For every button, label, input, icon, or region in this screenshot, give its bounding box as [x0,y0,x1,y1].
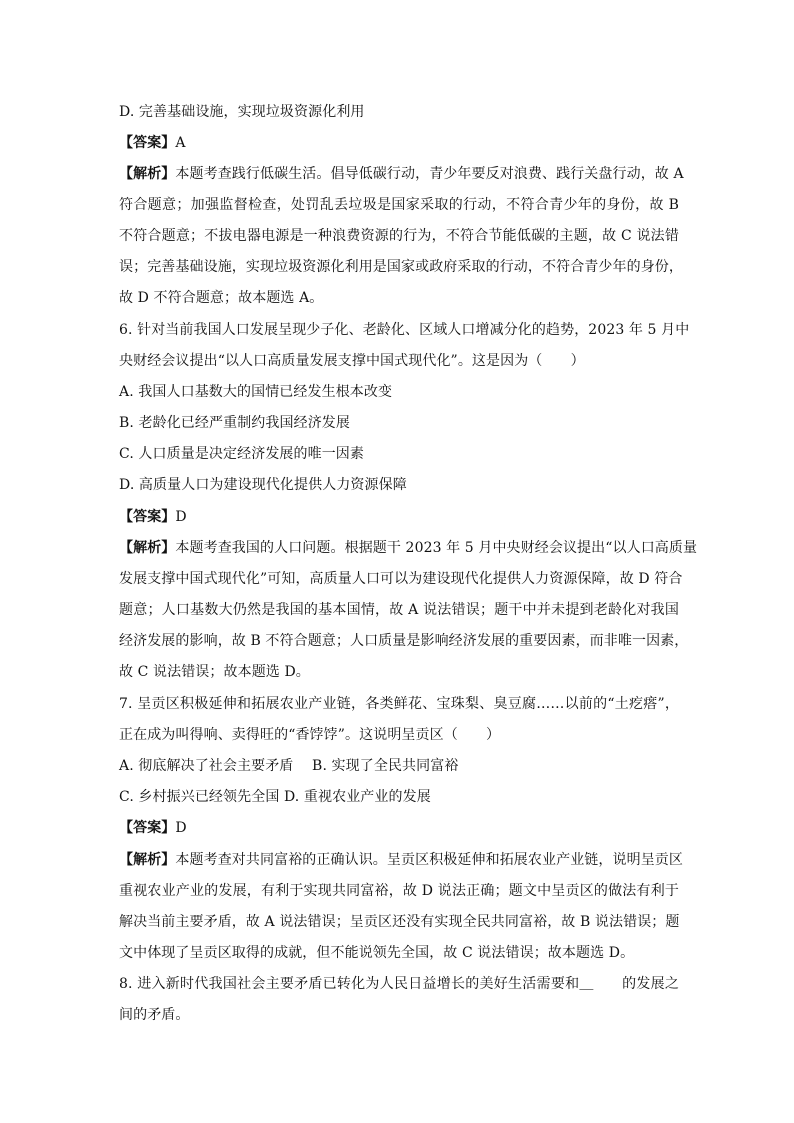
q6-analysis-line: 发展支撑中国式现代化”可知，高质量人口可以为建设现代化提供人力资源保障，故 D 符合 [119,571,683,587]
q6-analysis-line: 【解析】本题考查我国的人口问题。根据题干 2023 年 5 月中央财经会议提出“以人口高质量 [119,540,698,556]
q6-option-a: A. 我国人口基数大的国情已经发生根本改变 [119,384,393,400]
q6-analysis-line: 故 C 说法错误；故本题选 D。 [119,664,310,680]
q5-analysis-line: 【解析】本题考查践行低碳生活。倡导低碳行动，青少年要反对浪费、践行关盘行动，故 A [119,166,684,182]
answer-value: D [175,509,187,525]
q6-stem-line: 央财经会议提出“以人口高质量发展支撑中国式现代化”。这是因为（ ） [119,353,585,369]
q7-stem-line: 正在成为叫得响、卖得旺的“香饽饽”。这说明呈贡区（ ） [119,727,501,743]
q6-option-b: B. 老龄化已经严重制约我国经济发展 [119,415,350,431]
q5-analysis-line: 故 D 不符合题意；故本题选 A。 [119,290,324,306]
q7-options-line: C. 乡村振兴已经领先全国 D. 重视农业产业的发展 [119,789,431,805]
q7-analysis-line: 文中体现了呈贡区取得的成就，但不能说领先全国，故 C 说法错误；故本题选 D。 [119,945,635,961]
answer-value: A [175,135,186,151]
analysis-label: 【解析】 [119,852,176,868]
q7-answer [119,818,679,838]
answer-label: 【答案】 [119,820,176,836]
answer-label: 【答案】 [119,509,176,525]
q8-stem-line: 间的矛盾。 [119,1007,190,1023]
answer-label: 【答案】 [119,135,176,151]
q6-analysis-line: 题意；人口基数大仍然是我国的基本国情，故 A 说法错误；题干中并未提到老龄化对我国 [119,602,679,618]
q5-answer [119,133,679,153]
q7-analysis-line: 解决当前主要矛盾，故 A 说法错误；呈贡区还没有实现全民共同富裕，故 B 说法错误；题 [119,914,680,930]
q6-analysis-line: 经济发展的影响，故 B 不符合题意；人口质量是影响经济发展的重要因素，而非唯一因素， [119,633,689,649]
q6-option-c: C. 人口质量是决定经济发展的唯一因素 [119,446,365,462]
q7-stem-line: 7. 呈贡区积极延伸和拓展农业产业链，各类鲜花、宝珠梨、臭豆腐……以前的“土疙瘩”， [119,696,679,712]
analysis-label: 【解析】 [119,540,176,556]
q5-analysis-line: 符合题意；加强监督检查，处罚乱丢垃圾是国家采取的行动，不符合青少年的身份，故 B [119,197,679,213]
q8-stem-line: 8. 进入新时代我国社会主要矛盾已转化为人民日益增长的美好生活需要和＿ 的发展之 [119,976,679,992]
analysis-label: 【解析】 [119,166,176,182]
q5-analysis-line: 不符合题意；不拔电器电源是一种浪费资源的行为，不符合节能低碳的主题，故 C 说法错 [119,228,679,244]
q6-stem-line: 6. 针对当前我国人口发展呈现少子化、老龄化、区域人口增减分化的趋势，2023 年 5 月中 [119,322,690,338]
q6-answer [119,507,679,527]
q7-analysis-line: 重视农业产业的发展，有利于实现共同富裕，故 D 说法正确；题文中呈贡区的做法有利于 [119,883,679,899]
q7-analysis-line: 【解析】本题考查对共同富裕的正确认识。呈贡区积极延伸和拓展农业产业链，说明呈贡区 [119,852,684,868]
q6-option-d: D. 高质量人口为建设现代化提供人力资源保障 [119,477,407,493]
answer-value: D [175,820,187,836]
q5-option-d: D. 完善基础设施，实现垃圾资源化利用 [119,104,365,120]
q5-analysis-line: 误；完善基础设施，实现垃圾资源化利用是国家或政府采取的行动，不符合青少年的身份， [119,259,683,275]
q7-options-line: A. 彻底解决了社会主要矛盾 B. 实现了全民共同富裕 [119,758,459,774]
